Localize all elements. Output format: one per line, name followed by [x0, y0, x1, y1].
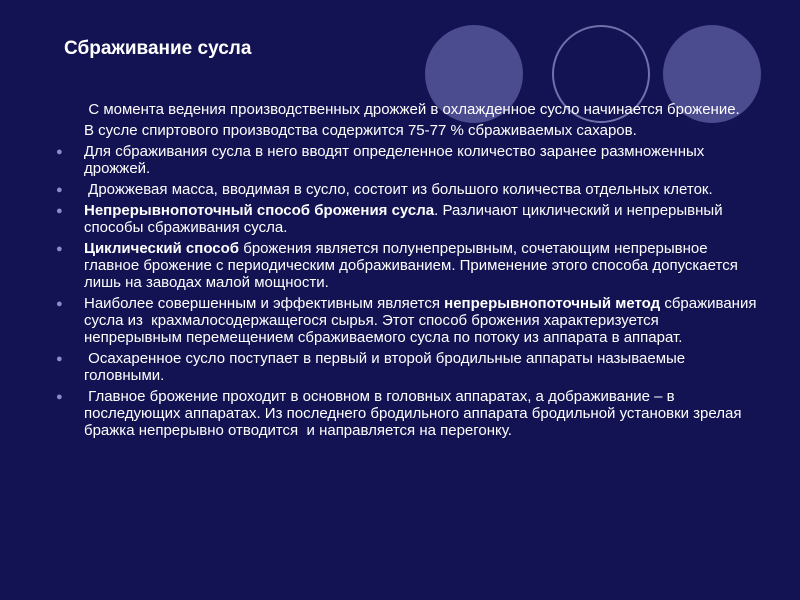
paragraph-text: . Различают циклический и непрерывный способы сбраживания сусла. — [84, 202, 731, 236]
paragraph-text: Дрожжевая масса, вводимая в сусло, состоит из большого количества отдельных клеток. — [84, 181, 713, 198]
paragraph-text: Главное брожение проходит в основном в головных аппаратах, а дображивание – в последующих аппаратах. Из последнего бродильного аппарата бродильной установки зрелая бражка непрерывно отводится и направляется на перегонку. — [84, 388, 746, 439]
paragraph — [80, 122, 760, 139]
paragraph-text: С момента ведения производственных дрожжей в охлажденное сусло начинается брожение. — [80, 101, 740, 118]
round-bullet-icon: ● — [56, 243, 63, 255]
round-bullet-icon: ● — [56, 184, 63, 196]
bullet-item — [56, 181, 760, 198]
round-bullet-icon: ● — [56, 146, 63, 158]
bullet-item — [56, 202, 760, 236]
bold-term: Циклический способ — [84, 240, 240, 257]
bold-term: Непрерывнопоточный способ брожения сусла — [84, 202, 435, 219]
paragraph-text: Наиболее совершенным и эффективным является — [84, 295, 445, 312]
round-bullet-icon: ● — [56, 391, 63, 403]
paragraph-text: сбраживания сусла из крахмалосодержащегося сырья. Этот способ брожения характеризуется непрерывным перемещением сбраживаемого сусла по потоку из аппарата в аппарат. — [84, 295, 761, 346]
slide-body — [56, 101, 761, 443]
paragraph — [80, 101, 760, 118]
paragraph-text: Осахаренное сусло поступает в первый и второй бродильные аппараты называемые головными. — [84, 350, 690, 384]
round-bullet-icon: ● — [56, 205, 63, 217]
paragraph-text: брожения является полунепрерывным, сочетающим непрерывное главное брожение с периодическим дображиванием. Применение этого способа допускается лишь на заводах малой мощности. — [84, 240, 742, 291]
bullet-item — [56, 388, 760, 439]
round-bullet-icon: ● — [56, 353, 63, 365]
round-bullet-icon: ● — [56, 298, 63, 310]
paragraph-text: В сусле спиртового производства содержится 75-77 % сбраживаемых сахаров. — [84, 122, 637, 139]
bullet-item — [56, 295, 761, 346]
bullet-item — [56, 350, 760, 384]
slide-title: Сбраживание сусла — [64, 38, 252, 59]
bullet-item — [56, 240, 760, 291]
bullet-item — [56, 143, 760, 177]
paragraph-text: Для сбраживания сусла в него вводят определенное количество заранее размноженных дрожжей. — [84, 143, 705, 177]
bold-term: непрерывнопоточный метод — [444, 295, 661, 312]
